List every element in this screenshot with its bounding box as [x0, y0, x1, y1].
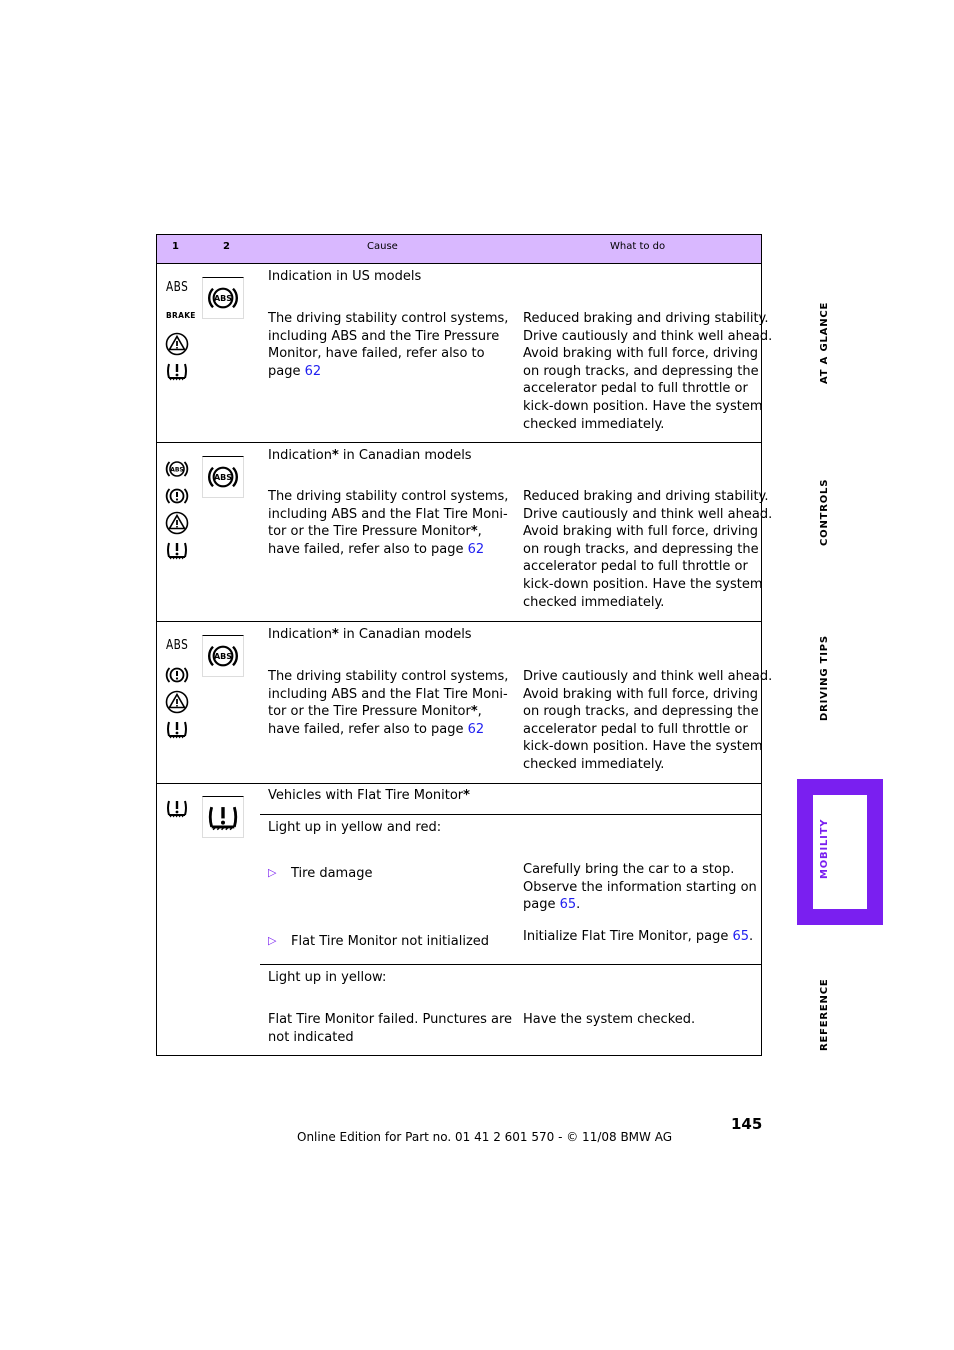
- section-title: Indication* in Canadian models: [268, 627, 472, 642]
- subheading: Light up in yellow:: [268, 970, 387, 985]
- header-cause: Cause: [367, 241, 398, 252]
- table-header: [157, 235, 761, 264]
- brake-text-icon: BRAKE: [166, 311, 196, 320]
- what-to-do-text: Have the system checked.: [523, 1012, 696, 1027]
- bullet-arrow-icon: ▷: [268, 866, 277, 879]
- tire-pressure-icon: [165, 359, 189, 383]
- what-to-do-text: Carefully bring the car to a stop. Observe the information starting on page 65.: [523, 862, 757, 913]
- abs-circle-icon: [202, 456, 244, 498]
- tire-pressure-large-icon: [202, 796, 244, 838]
- abs-text-icon: ABS: [166, 638, 189, 653]
- page-link[interactable]: 65: [559, 897, 577, 913]
- cause-text: Flat Tire Monitor failed. Punctures are not indicated: [268, 1012, 513, 1045]
- cause-item: Flat Tire Monitor not initialized: [291, 934, 490, 949]
- stability-warning-icon: [165, 332, 189, 356]
- tire-pressure-icon: [165, 717, 189, 741]
- cause-text: The driving stability control systems, including ABS and the Flat Tire Moni- tor or the Tire Pressure Monitor*, have failed, refer also to page 62: [268, 489, 509, 557]
- brake-warning-icon: [165, 484, 189, 508]
- page-link[interactable]: 62: [467, 541, 485, 557]
- what-to-do-text: Reduced braking and driving stability. Drive cautiously and think well ahead. Avoid braking with full force, driving on rough tracks, and depressing the accelerator pedal to full throttle or kick-down position. Have the system checked immediately.: [523, 311, 773, 432]
- tire-pressure-icon: [165, 796, 189, 820]
- what-to-do-text: Initialize Flat Tire Monitor, page 65.: [523, 929, 754, 944]
- row-divider: [157, 442, 761, 443]
- header-what: What to do: [610, 241, 666, 252]
- subheading: Light up in yellow and red:: [268, 820, 442, 835]
- abs-circle-icon: [202, 635, 244, 677]
- row-divider: [157, 783, 761, 784]
- header-col1: 1: [172, 241, 179, 252]
- stability-warning-icon: [165, 511, 189, 535]
- page-link[interactable]: 65: [732, 929, 749, 944]
- bullet-arrow-icon: ▷: [268, 934, 277, 947]
- abs-circle-icon: [202, 277, 244, 319]
- row-divider: [157, 621, 761, 622]
- section-title: Indication* in Canadian models: [268, 448, 472, 463]
- stability-warning-icon: [165, 690, 189, 714]
- row-divider: [260, 964, 761, 965]
- footer-text: Online Edition for Part no. 01 41 2 601 570 - © 11/08 BMW AG: [297, 1130, 673, 1144]
- what-to-do-text: Reduced braking and driving stability. Drive cautiously and think well ahead. Avoid braking with full force, driving on rough tracks, and depressing the accelerator pedal to full throttle or kick-down position. Have the system checked immediately.: [523, 489, 773, 610]
- cause-text: The driving stability control systems, including ABS and the Tire Pressure Monitor, have failed, refer also to page 62: [268, 311, 509, 379]
- cause-item: Tire damage: [291, 866, 373, 881]
- page-number: 145: [731, 1115, 763, 1133]
- abs-circle-small-icon: [165, 457, 189, 481]
- page-link[interactable]: 62: [304, 363, 322, 379]
- row-divider: [260, 814, 761, 815]
- what-to-do-text: Drive cautiously and think well ahead. Avoid braking with full force, driving on rough tracks, and depressing the accelerator pedal to full throttle or kick-down position. Have the system checked immediately.: [523, 669, 773, 772]
- brake-warning-icon: [165, 663, 189, 687]
- abs-text-icon: ABS: [166, 280, 189, 295]
- section-title: Vehicles with Flat Tire Monitor*: [268, 788, 470, 803]
- page-link[interactable]: 62: [467, 721, 485, 737]
- section-title: Indication in US models: [268, 269, 422, 284]
- cause-text: The driving stability control systems, including ABS and the Flat Tire Moni- tor or the Tire Pressure Monitor*, have failed, refer also to page 62: [268, 669, 509, 737]
- tire-pressure-icon: [165, 538, 189, 562]
- header-col2: 2: [223, 241, 230, 252]
